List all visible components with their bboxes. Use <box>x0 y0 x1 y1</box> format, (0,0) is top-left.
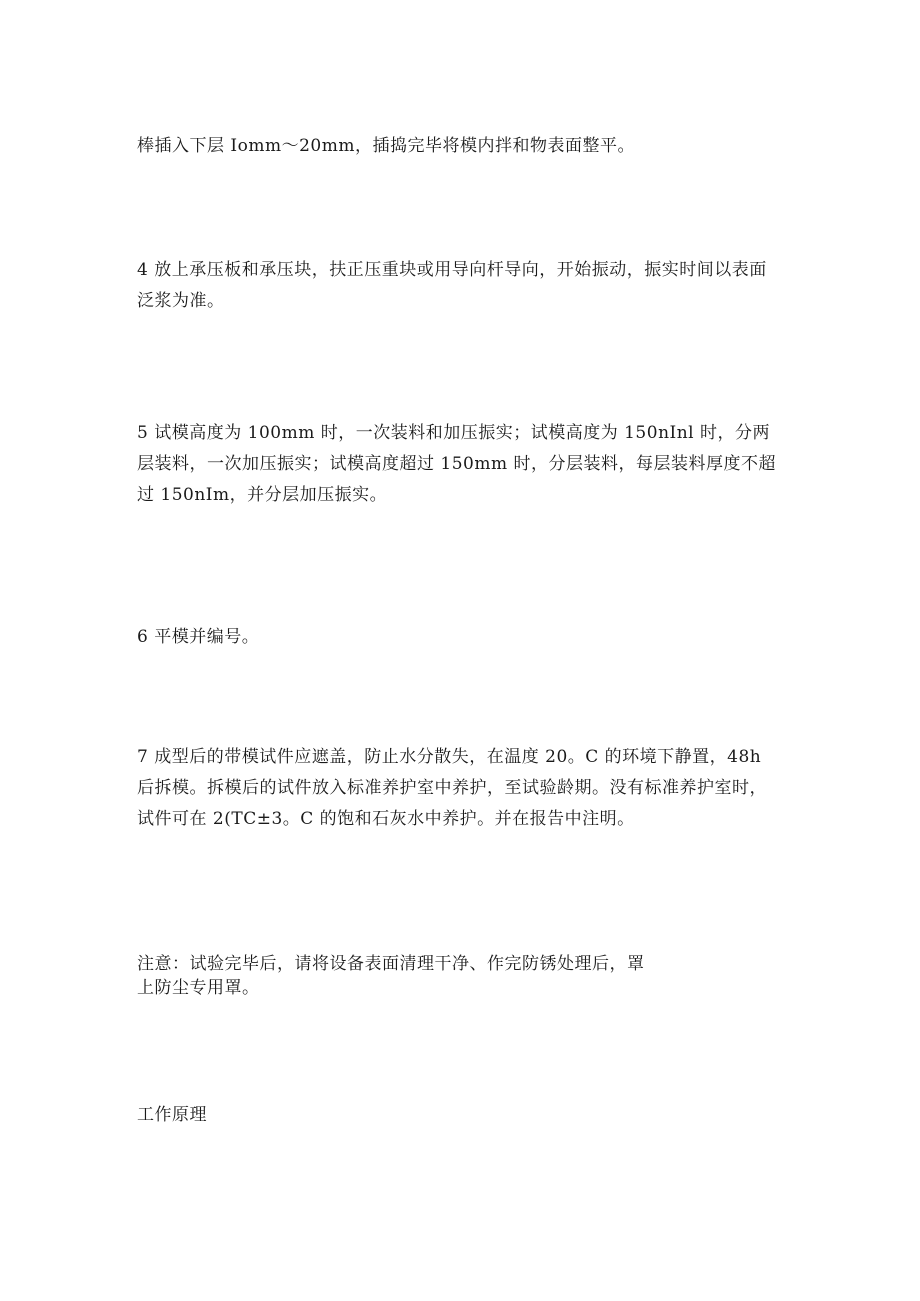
text-line: 棒插入下层 Iomm～20mm，插捣完毕将模内拌和物表面整平。 <box>137 136 635 156</box>
text-line: 7 成型后的带模试件应遮盖，防止水分散失，在温度 20。C 的环境下静置，48h <box>137 747 762 767</box>
text-line: 后拆模。拆模后的试件放入标准养护室中养护，至试验龄期。没有标准养护室时， <box>137 778 767 798</box>
heading-text: 工作原理 <box>137 1105 207 1125</box>
paragraph-step-7 <box>137 742 805 835</box>
paragraph-tamping <box>137 131 805 162</box>
paragraph-step-6 <box>137 622 805 653</box>
text-line: 5 试模高度为 100mm 时，一次装料和加压振实；试模高度为 150nInl 时，分两 <box>137 423 771 443</box>
text-line: 层装料，一次加压振实；试模高度超过 150mm 时，分层装料，每层装料厚度不超 <box>137 454 776 474</box>
paragraph-note <box>137 952 805 1000</box>
text-line: 上防尘专用罩。 <box>137 978 260 998</box>
text-line: 泛浆为准。 <box>137 291 225 311</box>
section-heading-working-principle <box>137 1100 805 1131</box>
text-line: 注意：试验完毕后，请将设备表面清理干净、作完防锈处理后，罩 <box>137 954 645 974</box>
text-line: 4 放上承压板和承压块，扶正压重块或用导向杆导向，开始振动，振实时间以表面 <box>137 260 767 280</box>
text-line: 试件可在 2(TC±3。C 的饱和石灰水中养护。并在报告中注明。 <box>137 809 635 829</box>
paragraph-step-4 <box>137 255 805 317</box>
text-line: 过 150nIm，并分层加压振实。 <box>137 485 388 505</box>
paragraph-step-5 <box>137 418 805 511</box>
text-line: 6 平模并编号。 <box>137 627 260 647</box>
